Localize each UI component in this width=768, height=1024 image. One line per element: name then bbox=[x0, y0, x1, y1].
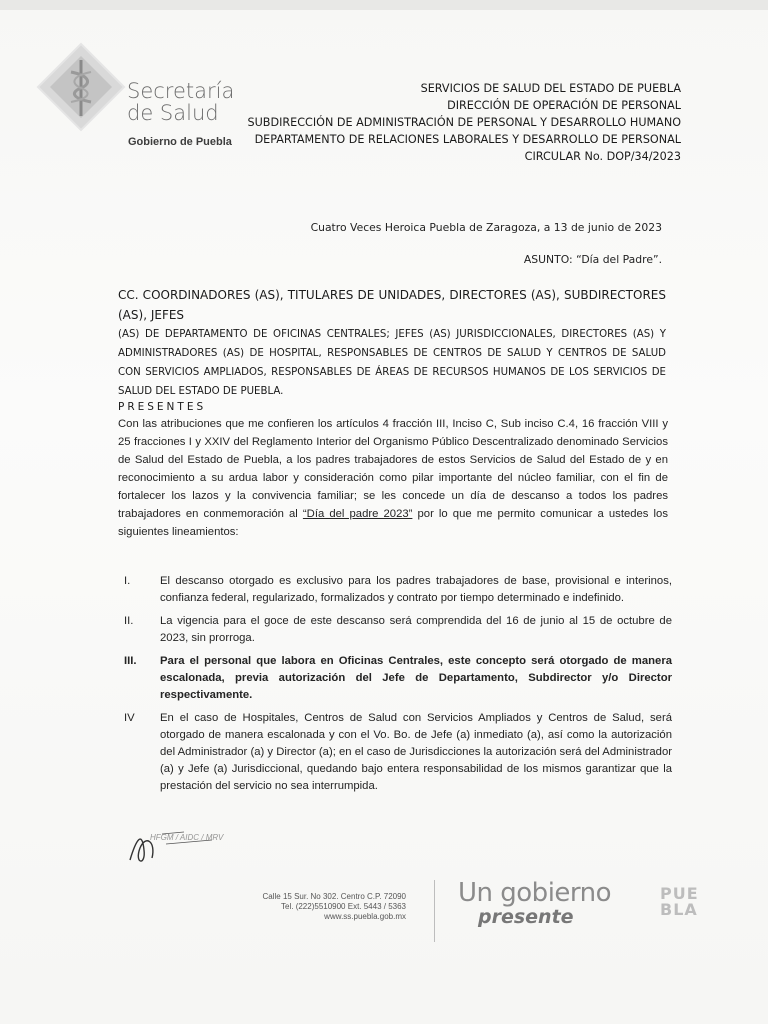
list-item-text: Para el personal que labora en Oficinas Centrales, este concepto será otorgado de manera escalonada, previa autorización del Jefe de Departamento, Subdirector y/o Director respectivamente. bbox=[160, 655, 672, 701]
scan-top-band bbox=[0, 0, 768, 10]
secretaria-salud-logo-icon bbox=[36, 42, 126, 132]
slogan-line2: presente bbox=[478, 906, 574, 928]
footer-divider bbox=[434, 880, 435, 942]
list-item bbox=[124, 653, 672, 704]
list-item bbox=[124, 710, 672, 795]
guidelines-list bbox=[124, 573, 672, 795]
footer-address-line1: Calle 15 Sur. No 302. Centro C.P. 72090 bbox=[262, 892, 406, 901]
slogan-line1: Un gobierno bbox=[458, 878, 612, 908]
list-item-number: II. bbox=[124, 615, 134, 627]
header-line-2: DIRECCIÓN DE OPERACIÓN DE PERSONAL bbox=[447, 99, 681, 112]
footer-address bbox=[263, 892, 407, 922]
body-highlight: “Día del padre 2023” bbox=[302, 508, 413, 520]
list-item-number: III. bbox=[124, 655, 137, 667]
logo-title bbox=[127, 80, 234, 124]
handwritten-initials-signature bbox=[122, 820, 232, 870]
list-item-text: El descanso otorgado es exclusivo para los padres trabajadores de base, provisional e interinos, confianza federal, regularizado, formalizados y contrato por tiempo determinado e indefinido. bbox=[160, 575, 672, 604]
logo-subtitle: Gobierno de Puebla bbox=[128, 136, 232, 148]
presentes-label: PRESENTES bbox=[118, 401, 207, 413]
list-item bbox=[124, 573, 672, 607]
addressee-block bbox=[118, 285, 666, 413]
list-item-number: I. bbox=[124, 575, 131, 587]
list-item bbox=[124, 613, 672, 647]
list-item-text: En el caso de Hospitales, Centros de Salud con Servicios Ampliados y Centros de Salud, será otorgado de manera escalonada y con el Vo. Bo. de Jefe (a) inmediato (a), así como la autorización del Administrador (a) y Director (a); en el caso de Jurisdicciones la autorización será del Administrador (a) y Jefe (a) Jurisdiccional, quedando bajo entera responsabilidad de los mismos garantizar que la prestación del servicio no sea interrumpida. bbox=[160, 712, 672, 792]
body-text-before: Con las atribuciones que me confieren los artículos 4 fracción III, Inciso C, Sub inciso C.4, 16 fracción VIII y 25 fracciones I y XXIV del Reglamento Interior del Organismo Público Descentralizado denominado Servicios de Salud del Estado de Puebla, a los padres trabajadores de estos Servicios de Salud del Estado de y en reconocimiento a su ardua labor y consideración como pilar importante del núcleo familiar, con el fin de fortalecer los lazos y la convivencia familiar; se les concede un día de descanso a todos los padres trabajadores en conmemoración al bbox=[118, 418, 668, 520]
body-paragraph bbox=[118, 415, 668, 541]
list-item-number: IV bbox=[124, 712, 135, 724]
addressee-first-line: CC. COORDINADORES (AS), TITULARES DE UNIDADES, DIRECTORES (AS), SUBDIRECTORES (AS), JEFES bbox=[118, 288, 666, 322]
subject-line: ASUNTO: “Día del Padre”. bbox=[523, 253, 662, 266]
addressee-rest: (AS) DE DEPARTAMENTO DE OFICINAS CENTRALES; JEFES (AS) JURISDICCIONALES, DIRECTORES (AS) Y ADMINISTRADORES (AS) DE HOSPITAL, RESPONSABLES DE CENTROS DE SALUD Y CENTROS DE SALUD CON SERVICIOS AMPLIADOS, RESPONSABLES DE ÁREAS DE RECURSOS HUMANOS DE LOS SERVICIOS DE SALUD DEL ESTADO DE PUEBLA. bbox=[118, 329, 666, 397]
logo-title-line1: Secretaría bbox=[127, 79, 235, 103]
body-text-after: por lo que me permito comunicar a ustedes los siguientes lineamientos: bbox=[118, 508, 668, 538]
footer-address-line2: Tel. (222)5510900 Ext. 5443 / 5363 bbox=[281, 902, 406, 911]
puebla-logo-line2: BLA bbox=[660, 900, 698, 919]
logo-title-line2: de Salud bbox=[127, 101, 219, 125]
letterhead bbox=[248, 80, 682, 165]
date-line: Cuatro Veces Heroica Puebla de Zaragoza, a 13 de junio de 2023 bbox=[310, 221, 662, 234]
header-line-3: SUBDIRECCIÓN DE ADMINISTRACIÓN DE PERSONAL Y DESARROLLO HUMANO bbox=[247, 116, 681, 129]
list-item-text: La vigencia para el goce de este descanso será comprendida del 16 de junio al 15 de octubre de 2023, sin prorroga. bbox=[160, 615, 672, 644]
reference-initials: HFGM / AIDC / MRV bbox=[150, 833, 224, 842]
header-line-4: DEPARTAMENTO DE RELACIONES LABORALES Y DESARROLLO DE PERSONAL bbox=[254, 133, 681, 146]
header-line-1: SERVICIOS DE SALUD DEL ESTADO DE PUEBLA bbox=[420, 82, 681, 95]
circular-number: CIRCULAR No. DOP/34/2023 bbox=[524, 150, 681, 163]
puebla-logo bbox=[660, 886, 720, 918]
puebla-logo-line1: PUE bbox=[660, 884, 699, 903]
footer-website-link[interactable]: www.ss.puebla.gob.mx bbox=[324, 912, 406, 921]
